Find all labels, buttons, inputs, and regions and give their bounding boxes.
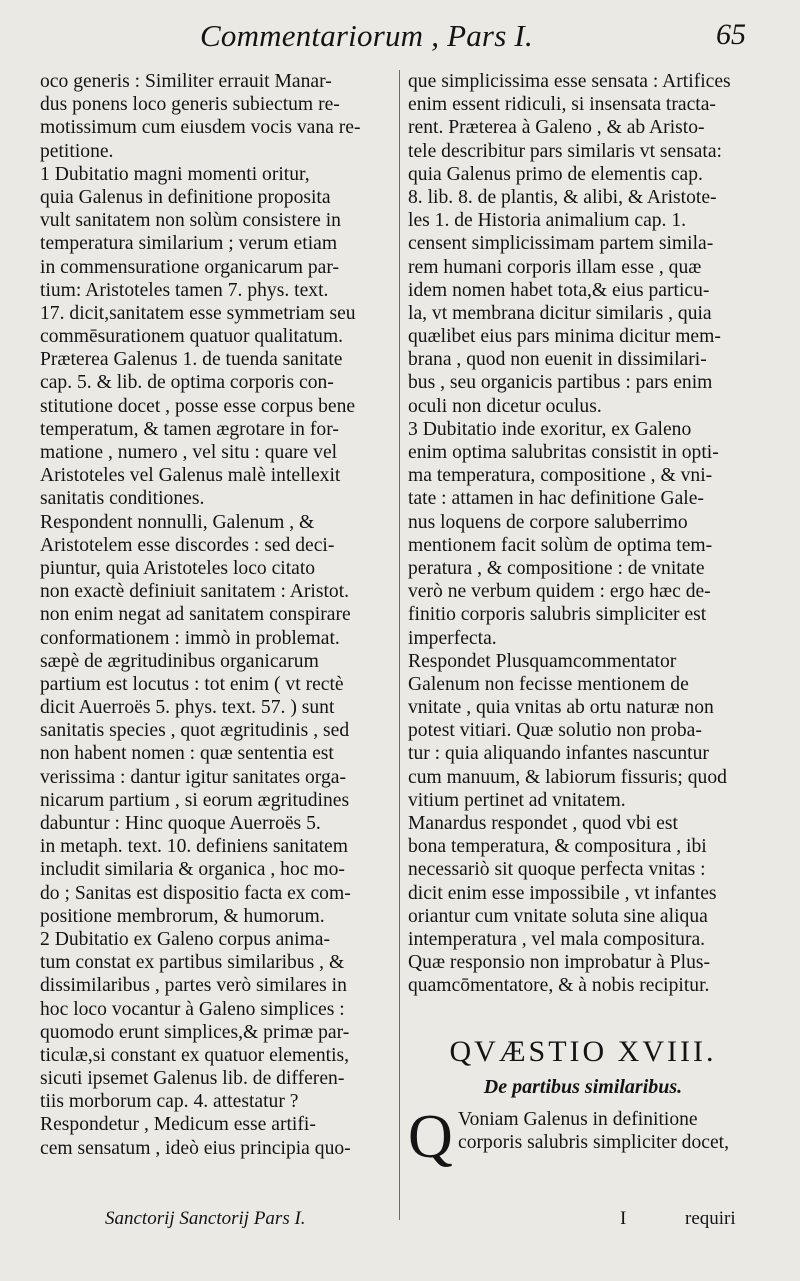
- text-line: matione , numero , vel situ : quare vel: [40, 442, 338, 463]
- text-line: enim optima salubritas consistit in opti-: [408, 442, 719, 463]
- right-column-text: [408, 70, 758, 998]
- text-line: hoc loco vocantur à Galeno simplices :: [40, 998, 345, 1020]
- text-line: Aristotelem esse discordes : sed deci-: [40, 534, 335, 556]
- text-line: Præterea Galenus 1. de tuenda sanitate: [40, 349, 343, 371]
- signature-letter: I: [620, 1208, 627, 1229]
- text-line: Quæ responsio non improbatur à Plus-: [408, 952, 711, 974]
- text-line: motissimum cum eiusdem vocis vana re-: [40, 117, 361, 139]
- text-line: quælibet eius pars minima dicitur mem-: [408, 326, 721, 348]
- text-line: quamcōmentatore, & à nobis recipitur.: [408, 975, 710, 997]
- text-line: intemperatura , vel mala compositura.: [408, 928, 706, 950]
- text-line: necessariò sit quoque perfecta vnitas :: [408, 859, 706, 881]
- text-line: dicit enim esse impossibile , vt infantes: [408, 882, 717, 904]
- text-line: la, vt membrana dicitur similaris , quia: [408, 302, 712, 324]
- right-column: [408, 70, 758, 1171]
- text-line: in commensuratione organicarum par-: [40, 256, 340, 278]
- opening-paragraph: [408, 1102, 758, 1171]
- text-line: Respondent nonnulli, Galenum , &: [40, 511, 315, 533]
- page-footer: [0, 1208, 800, 1238]
- text-line: 17. dicit,sanitatem esse symmetriam seu: [40, 302, 356, 324]
- text-line: peratura , & compositione : de vnitate: [408, 557, 705, 579]
- text-line: sanitatis conditiones.: [40, 488, 205, 510]
- text-line: Respondet Plusquamcommentator: [408, 650, 677, 672]
- text-line: verò ne verbum quidem : ergo hæc de-: [408, 581, 711, 603]
- text-line: potest vitiari. Quæ solutio non proba-: [408, 720, 702, 742]
- text-line: oculi non dicetur oculus.: [408, 395, 602, 417]
- column-divider: [399, 70, 400, 1220]
- text-line: dissimilaribus , partes verò similares in: [40, 975, 347, 997]
- catchword: requiri: [685, 1208, 736, 1229]
- text-line: non exactè definiuit sanitatem : Aristot.: [40, 581, 350, 603]
- text-line: dicit Auerroës 5. phys. text. 57. ) sunt: [40, 697, 335, 719]
- text-line: quomodo erunt simplices,& primæ par-: [40, 1021, 350, 1043]
- signature-mark: Sanctorij Sanctorij Pars I.: [105, 1208, 306, 1229]
- text-line: mentionem facit solùm de optima tem-: [408, 534, 713, 556]
- text-line: 8. lib. 8. de plantis, & alibi, & Aristote-: [408, 186, 717, 208]
- text-line: sicuti ipsemet Galenus lib. de differen-: [40, 1068, 345, 1090]
- text-line: enim essent ridiculi, si insensata tracta-: [408, 94, 716, 116]
- text-line: tium: Aristoteles tamen 7. phys. text.: [40, 279, 329, 301]
- text-line: sæpè de ægritudinibus organicarum: [40, 650, 319, 672]
- text-line: temperatura similarium ; verum etiam: [40, 233, 338, 255]
- text-line: piuntur, quia Aristoteles loco citato: [40, 557, 316, 579]
- text-line: partium est locutus : tot enim ( vt rectè: [40, 673, 344, 695]
- text-line: corporis salubris simpliciter docet,: [458, 1131, 729, 1153]
- text-line: non habent nomen : quæ sententia est: [40, 743, 334, 765]
- text-line: bus , seu organicis partibus : pars enim: [408, 372, 713, 394]
- text-line: in metaph. text. 10. definiens sanitatem: [40, 836, 348, 858]
- text-line: tele describitur pars similaris vt sensata:: [408, 140, 722, 162]
- text-line: Aristoteles vel Galenus malè intellexit: [40, 465, 341, 487]
- question-subtitle: De partibus similaribus.: [483, 1075, 683, 1098]
- text-line: cum manuum, & labiorum fissuris; quod: [408, 766, 727, 788]
- text-line: finitio corporis salubris simpliciter est: [408, 604, 707, 626]
- text-line: imperfecta.: [408, 627, 497, 649]
- text-line: que simplicissima esse sensata : Artifices: [408, 71, 731, 92]
- text-line: censent simplicissimam partem simila-: [408, 233, 714, 255]
- text-line: tur : quia aliquando infantes nascuntur: [408, 743, 709, 765]
- page-header: [0, 18, 800, 62]
- left-column: [40, 70, 392, 1160]
- text-line: quia Galenus primo de elementis cap.: [408, 163, 703, 185]
- text-line: positione membrorum, & humorum.: [40, 905, 325, 927]
- text-line: idem nomen habet tota,& eius particu-: [408, 279, 710, 301]
- text-line: brana , quod non euenit in dissimilari-: [408, 349, 707, 371]
- section-spacer: [408, 998, 758, 1026]
- text-line: rent. Præterea à Galeno , & ab Aristo-: [408, 117, 705, 139]
- text-line: 1 Dubitatio magni momenti oritur,: [40, 163, 310, 185]
- text-line: ticulæ,si constant ex quatuor elementis,: [40, 1044, 350, 1066]
- dropcap: Q: [408, 1102, 453, 1171]
- text-line: oriantur cum vnitate soluta sine aliqua: [408, 905, 708, 927]
- opening-lines: [408, 1108, 758, 1154]
- question-title: QVÆSTIO XVIII.: [449, 1034, 717, 1068]
- text-line: commēsurationem quatuor qualitatum.: [40, 326, 344, 348]
- text-line: tate : attamen in hac definitione Gale-: [408, 488, 704, 510]
- text-line: Galenum non fecisse mentionem de: [408, 673, 689, 695]
- text-line: Respondetur , Medicum esse artifi-: [40, 1114, 316, 1136]
- text-line: stitutione docet , posse esse corpus bene: [40, 395, 356, 417]
- text-line: vitium pertinet ad vnitatem.: [408, 789, 626, 811]
- text-line: verissima : dantur igitur sanitates orga-: [40, 766, 346, 788]
- text-line: nus loquens de corpore saluberrimo: [408, 511, 688, 533]
- text-line: ma temperatura, compositione , & vni-: [408, 465, 713, 487]
- text-line: nicarum partium , si eorum ægritudines: [40, 789, 350, 811]
- page-number: 65: [716, 18, 746, 51]
- text-line: do ; Sanitas est dispositio facta ex com-: [40, 882, 351, 904]
- text-line: dus ponens loco generis subiectum re-: [40, 94, 340, 116]
- text-line: tum constat ex partibus similaribus , &: [40, 952, 345, 974]
- text-line: vult sanitatem non solùm consistere in: [40, 210, 341, 232]
- text-line: quia Galenus in definitione proposita: [40, 186, 331, 208]
- text-line: bona temperatura, & compositura , ibi: [408, 836, 707, 858]
- text-line: vnitate , quia vnitas ab ortu naturæ non: [408, 697, 714, 719]
- text-line: Manardus respondet , quod vbi est: [408, 813, 678, 834]
- running-title: Commentariorum , Pars I.: [200, 18, 533, 53]
- text-line: cap. 5. & lib. de optima corporis con-: [40, 372, 334, 394]
- text-line: sanitatis species , quot ægritudinis , sed: [40, 720, 350, 742]
- text-line: non enim negat ad sanitatem conspirare: [40, 604, 351, 626]
- text-line: petitione.: [40, 140, 114, 162]
- text-line: Voniam Galenus in definitione: [458, 1108, 698, 1130]
- text-line: conformationem : immò in problemat.: [40, 627, 340, 649]
- text-line: cem sensatum , ideò eius principia quo-: [40, 1137, 351, 1159]
- text-line: includit similaria & organica , hoc mo-: [40, 859, 345, 881]
- text-line: les 1. de Historia animalium cap. 1.: [408, 210, 687, 232]
- text-line: tiis morborum cap. 4. attestatur ?: [40, 1091, 299, 1113]
- text-line: rem humani corporis illam esse , quæ: [408, 256, 702, 278]
- text-line: dabuntur : Hinc quoque Auerroës 5.: [40, 813, 321, 834]
- text-line: 3 Dubitatio inde exoritur, ex Galeno: [408, 418, 692, 440]
- text-line: 2 Dubitatio ex Galeno corpus anima-: [40, 928, 331, 950]
- text-line: temperatum, & tamen ægrotare in for-: [40, 418, 339, 440]
- text-line: oco generis : Similiter errauit Manar-: [40, 71, 332, 92]
